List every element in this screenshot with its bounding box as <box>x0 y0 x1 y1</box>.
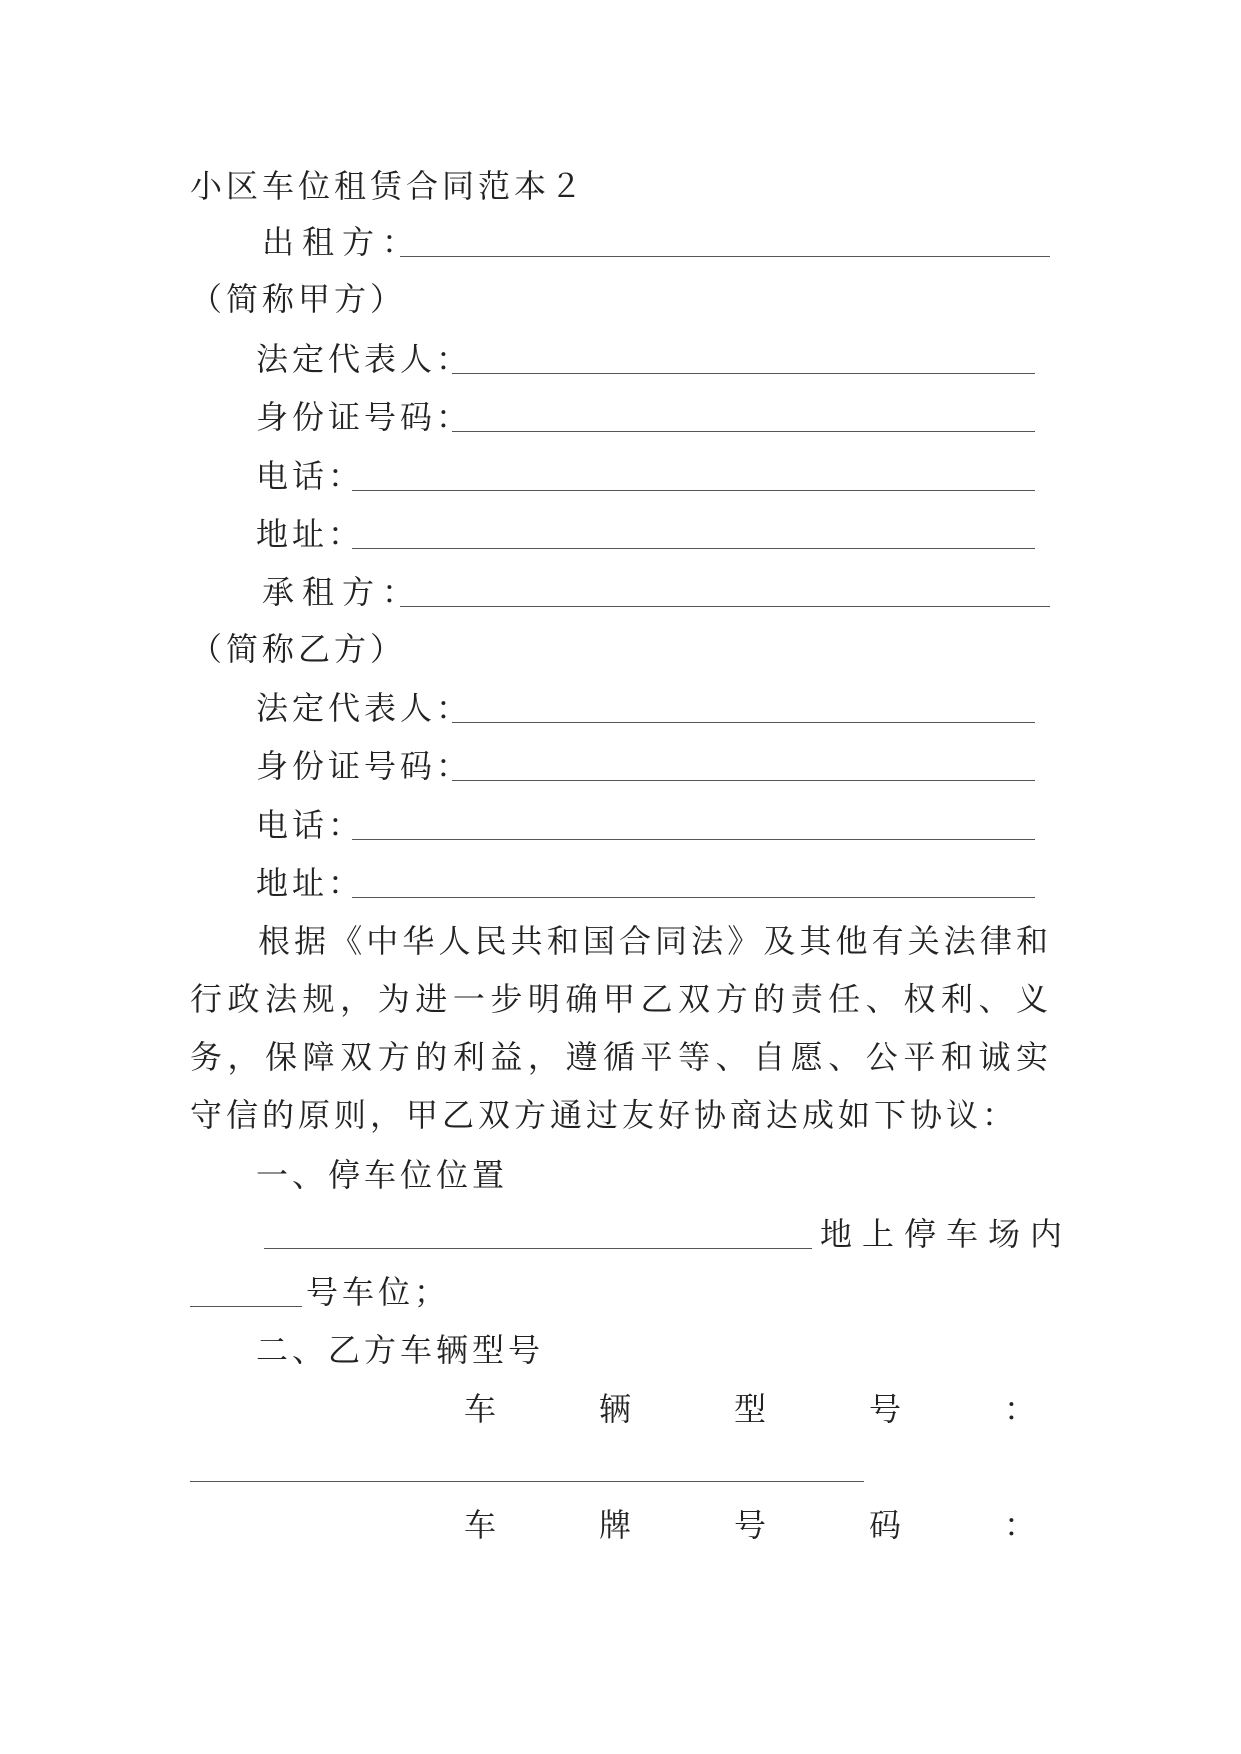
lessee-rep-blank[interactable] <box>452 722 1035 723</box>
lessor-address-row <box>0 505 1241 563</box>
vehicle-model-blank-row <box>0 1438 1241 1496</box>
plate-char: 牌 <box>598 1506 631 1544</box>
lessor-rep-row <box>0 330 1241 388</box>
lessee-id-label: 身份证号码： <box>256 747 473 785</box>
model-char: 型 <box>733 1390 766 1428</box>
lessor-address-label: 地址： <box>256 515 365 553</box>
section1-space-row <box>0 1263 1241 1321</box>
document-title: 小区车位租赁合同范本２ <box>190 167 587 205</box>
lessor-blank[interactable] <box>400 256 1050 257</box>
vehicle-model-label <box>464 1380 1036 1438</box>
model-char: 辆 <box>598 1390 631 1428</box>
lessee-id-row <box>0 737 1241 795</box>
lessor-rep-blank[interactable] <box>452 373 1035 374</box>
plate-char: 号 <box>733 1506 766 1544</box>
lessor-phone-label: 电话： <box>256 457 365 495</box>
lessor-label: 出租方： <box>262 223 423 261</box>
lessee-address-label: 地址： <box>256 864 365 902</box>
lot-text: 地上停车场内 <box>820 1215 1073 1253</box>
lessor-id-label: 身份证号码： <box>256 398 473 436</box>
lessee-phone-row <box>0 796 1241 854</box>
lessor-rep-label: 法定代表人： <box>256 340 473 378</box>
lessee-address-row <box>0 854 1241 912</box>
plate-char: ： <box>1003 1506 1036 1544</box>
lessee-blank[interactable] <box>400 606 1050 607</box>
vehicle-model-blank[interactable] <box>190 1481 864 1482</box>
section2-heading: 二、乙方车辆型号 <box>256 1331 545 1369</box>
lot-location-blank[interactable] <box>264 1248 812 1249</box>
section1-heading: 一、停车位位置 <box>256 1156 509 1194</box>
lessee-id-blank[interactable] <box>452 780 1035 781</box>
lessee-phone-blank[interactable] <box>352 839 1035 840</box>
lessee-row <box>0 563 1241 621</box>
lessor-phone-row <box>0 447 1241 505</box>
lessor-id-row <box>0 388 1241 446</box>
lessor-id-blank[interactable] <box>452 431 1035 432</box>
lessee-label: 承租方： <box>262 573 423 611</box>
lessee-rep-row <box>0 679 1241 737</box>
model-char: 车 <box>464 1390 497 1428</box>
plate-number-label <box>464 1496 1036 1554</box>
lessor-phone-blank[interactable] <box>352 490 1035 491</box>
section1-lot-row <box>0 1205 1241 1263</box>
lessor-row <box>0 213 1241 271</box>
lessee-phone-label: 电话： <box>256 806 365 844</box>
lessee-rep-label: 法定代表人： <box>256 689 473 727</box>
lessee-short-name: （简称乙方） <box>190 630 407 668</box>
plate-char: 车 <box>464 1506 497 1544</box>
lessor-short-name: （简称甲方） <box>190 280 407 318</box>
model-char: ： <box>1003 1390 1036 1428</box>
preamble-paragraph: 根据《中华人民共和国合同法》及其他有关法律和行政法规，为进一步明确甲乙双方的责任、权利、义务，保障双方的利益，遵循平等、自愿、公平和诚实守信的原则，甲乙双方通过友好协商达成如下协议： <box>190 922 1052 1134</box>
space-text: 号车位； <box>306 1273 451 1311</box>
plate-char: 码 <box>868 1506 901 1544</box>
space-number-blank[interactable] <box>190 1306 302 1307</box>
model-char: 号 <box>868 1390 901 1428</box>
lessor-address-blank[interactable] <box>352 548 1035 549</box>
lessee-address-blank[interactable] <box>352 897 1035 898</box>
